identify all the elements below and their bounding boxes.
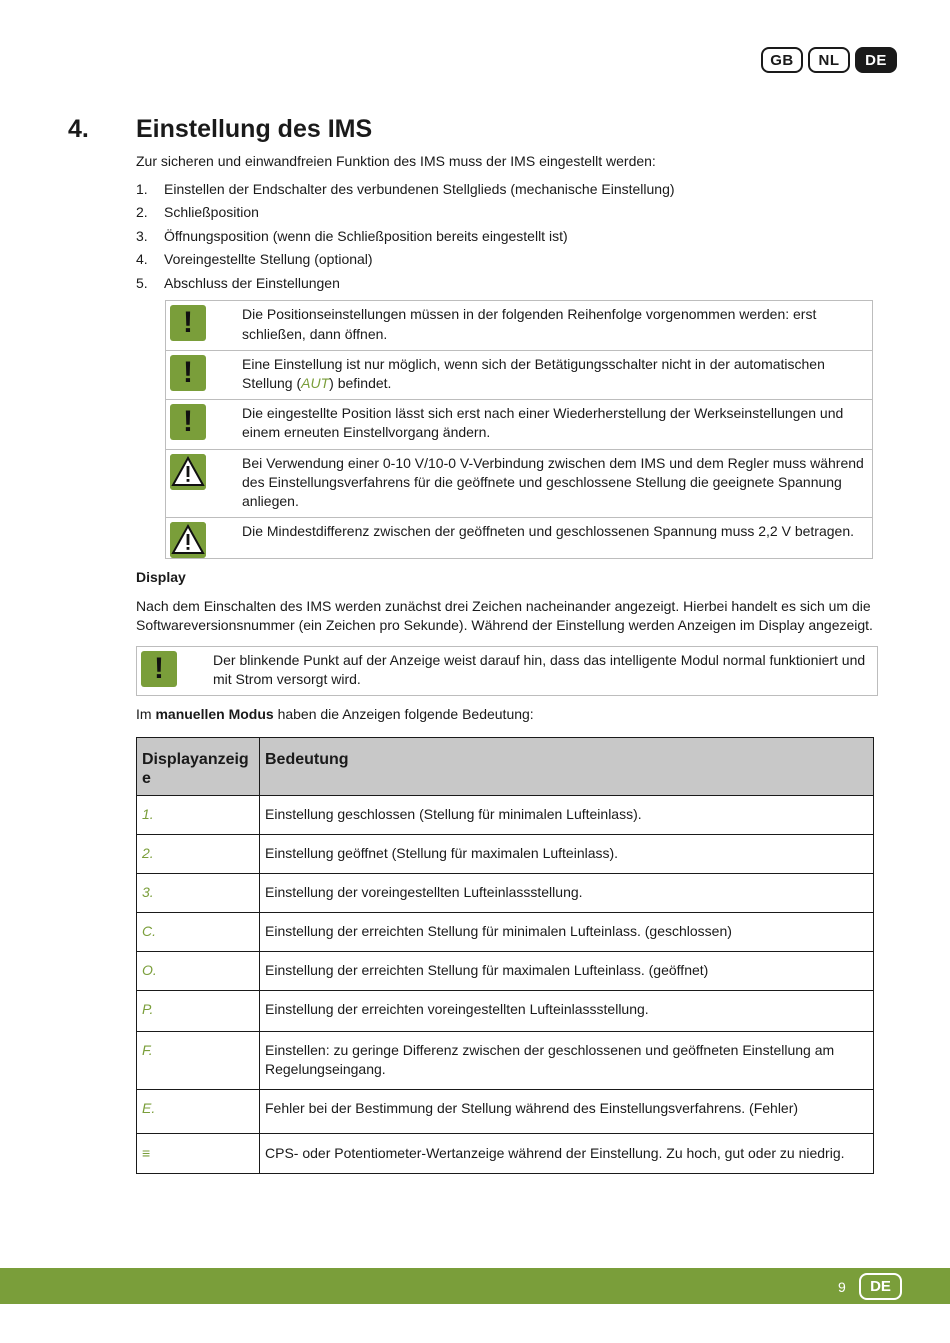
- step-number: 1.: [136, 180, 148, 197]
- lang-tab-de[interactable]: DE: [855, 47, 897, 73]
- warning-triangle-icon: [170, 522, 206, 558]
- display-meaning: Einstellung der voreingestellten Lufteinlassstellung.: [260, 873, 874, 912]
- display-code: E.: [137, 1089, 260, 1133]
- language-tabs: [761, 47, 897, 73]
- note-text-part: ) befindet.: [329, 375, 392, 392]
- exclamation-icon: !: [170, 404, 206, 440]
- mode-prefix: Im: [136, 706, 156, 723]
- list-item: [136, 250, 878, 274]
- page-number: 9: [838, 1279, 846, 1295]
- table-row: [137, 1089, 874, 1133]
- display-meaning: Einstellung geschlossen (Stellung für minimalen Lufteinlass).: [260, 795, 874, 834]
- step-text: Abschluss der Einstellungen: [164, 274, 340, 291]
- section-title: Einstellung des IMS: [136, 115, 373, 143]
- note-row: [166, 301, 872, 349]
- note-row: [166, 399, 872, 448]
- table-row: [137, 951, 874, 990]
- lang-tab-nl[interactable]: NL: [808, 47, 850, 73]
- exclamation-icon: !: [170, 355, 206, 391]
- note-text-part: Eine Einstellung ist nur möglich, wenn sich der Betätigungsschalter nicht in der automatischen Stellung (: [242, 355, 825, 392]
- column-header-display: [137, 737, 260, 795]
- section-number: 4.: [68, 115, 89, 143]
- table-row: [137, 1031, 874, 1089]
- display-heading: Display: [136, 569, 186, 586]
- step-text: Schließposition: [164, 204, 259, 221]
- display-code: F.: [137, 1031, 260, 1089]
- table-row: [137, 912, 874, 951]
- steps-list: [136, 180, 878, 298]
- table-row: [137, 834, 874, 873]
- step-number: 5.: [136, 274, 148, 291]
- display-code: C.: [137, 912, 260, 951]
- display-code: 1.: [137, 795, 260, 834]
- display-meaning: Einstellung der erreichten Stellung für maximalen Lufteinlass. (geöffnet): [260, 951, 874, 990]
- display-code: 3.: [137, 873, 260, 912]
- note-text: Bei Verwendung einer 0-10 V/10-0 V-Verbindung zwischen dem IMS und dem Regler muss während des Einstellungsverfahrens für die geöffnete und geschlossene Stellung die geeignete Spannung anliegen.: [242, 454, 864, 510]
- table-header-row: [137, 737, 874, 795]
- table-row: [137, 873, 874, 912]
- note-text: Die Positionseinstellungen müssen in der folgenden Reihenfolge vorgenommen werden: erst schließen, dann öffnen.: [242, 306, 817, 342]
- lang-tab-gb[interactable]: GB: [761, 47, 803, 73]
- footer-bar: [0, 1268, 950, 1304]
- step-text: Öffnungsposition (wenn die Schließposition bereits eingestellt ist): [164, 227, 568, 244]
- aut-highlight: AUT: [301, 375, 330, 392]
- table-row: [137, 1133, 874, 1173]
- display-meaning: CPS- oder Potentiometer-Wertanzeige während der Einstellung. Zu hoch, gut oder zu niedrig.: [260, 1133, 874, 1173]
- warning-triangle-icon: [170, 454, 206, 490]
- display-meaning: Einstellung der erreichten voreingestellten Lufteinlassstellung.: [260, 990, 874, 1031]
- note-text: Der blinkende Punkt auf der Anzeige weist darauf hin, dass das intelligente Modul normal funktioniert und mit Strom versorgt wird.: [213, 651, 866, 687]
- step-number: 2.: [136, 204, 148, 221]
- step-text: Voreingestellte Stellung (optional): [164, 251, 373, 268]
- display-paragraph: Nach dem Einschalten des IMS werden zunächst drei Zeichen nacheinander angezeigt. Hierbei handelt es sich um die Softwareversionsnummer (ein Zeichen pro Sekunde). Während der Einstellung werden Anzeigen im Display angezeigt.: [136, 597, 873, 634]
- exclamation-icon: !: [141, 651, 177, 687]
- display-code: O.: [137, 951, 260, 990]
- mode-bold: manuellen Modus: [155, 706, 274, 723]
- step-text: Einstellen der Endschalter des verbundenen Stellglieds (mechanische Einstellung): [164, 180, 675, 197]
- header-display-label: Displayanzeig e: [142, 750, 249, 787]
- display-code: 2.: [137, 834, 260, 873]
- footer-lang-tab: DE: [859, 1273, 902, 1300]
- step-number: 4.: [136, 251, 148, 268]
- mode-line: [136, 705, 878, 725]
- exclamation-icon: !: [170, 305, 206, 341]
- note-row: [166, 449, 872, 518]
- display-meaning: Fehler bei der Bestimmung der Stellung während des Einstellungsverfahrens. (Fehler): [260, 1089, 874, 1133]
- list-item: [136, 180, 878, 204]
- table-row: [137, 990, 874, 1031]
- list-item: [136, 227, 878, 251]
- note-row: [166, 517, 872, 558]
- intro-text: Zur sicheren und einwandfreien Funktion des IMS muss der IMS eingestellt werden:: [136, 153, 656, 169]
- list-item: [136, 203, 878, 227]
- table-row: [137, 795, 874, 834]
- note-row: [166, 350, 872, 399]
- note-text: [242, 351, 872, 399]
- step-number: 3.: [136, 227, 148, 244]
- display-meaning: Einstellung geöffnet (Stellung für maximalen Lufteinlass).: [260, 834, 874, 873]
- mode-suffix: haben die Anzeigen folgende Bedeutung:: [273, 706, 534, 723]
- display-meaning: Einstellung der erreichten Stellung für minimalen Lufteinlass. (geschlossen): [260, 912, 874, 951]
- display-meaning: Einstellen: zu geringe Differenz zwischen der geschlossenen und geöffneten Einstellung am Regelungseingang.: [260, 1031, 874, 1089]
- page-content: [136, 152, 878, 1174]
- notes-box: [165, 300, 873, 559]
- display-table: [136, 737, 874, 1174]
- display-note: [136, 646, 878, 696]
- column-header-meaning: Bedeutung: [260, 737, 874, 795]
- display-code: P.: [137, 990, 260, 1031]
- note-text: Die Mindestdifferenz zwischen der geöffneten und geschlossenen Spannung muss 2,2 V betragen.: [242, 523, 854, 540]
- list-item: [136, 274, 878, 298]
- note-text: Die eingestellte Position lässt sich erst nach einer Wiederherstellung der Werkseinstellungen und einem erneuten Einstellvorgang ändern.: [242, 405, 844, 441]
- menu-icon: ≡: [137, 1133, 260, 1173]
